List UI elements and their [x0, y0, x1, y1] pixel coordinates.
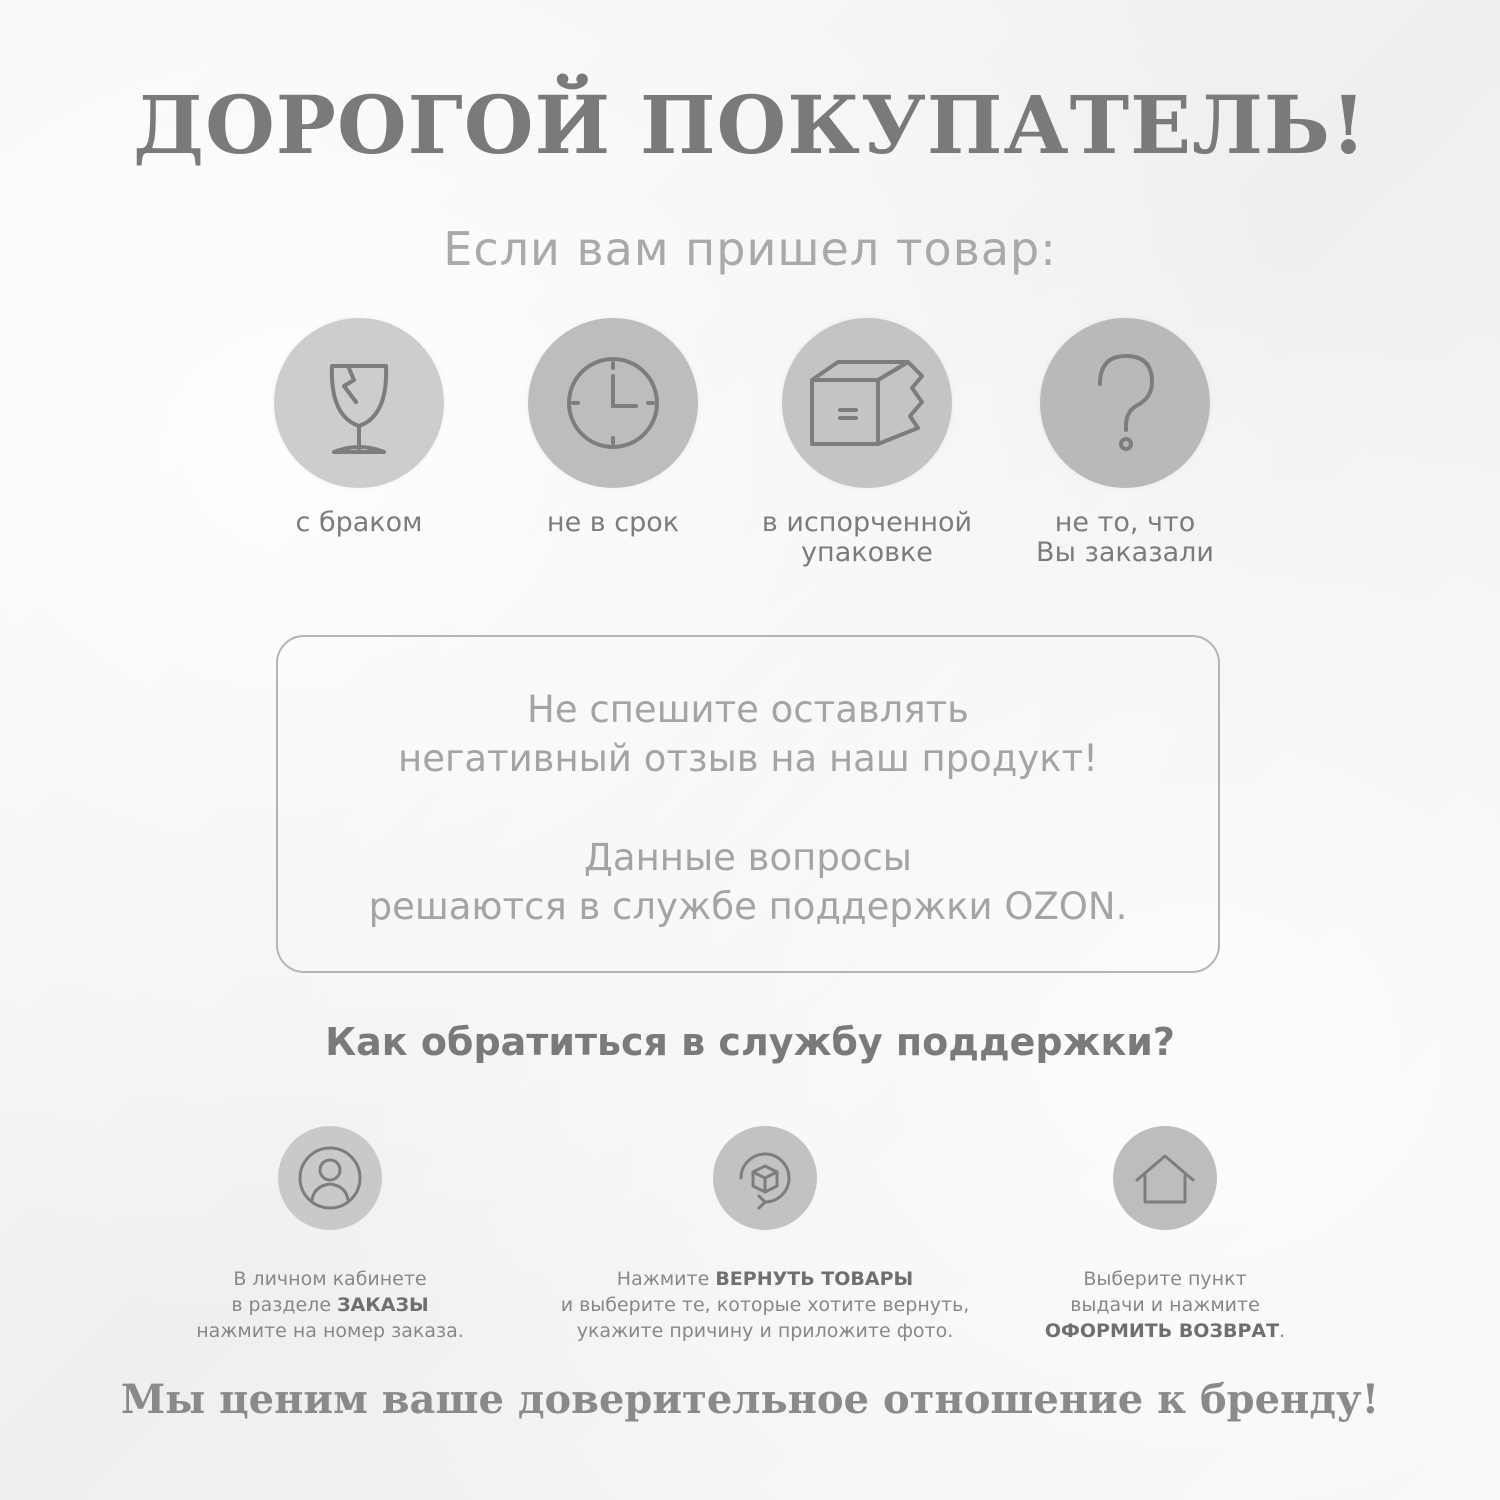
notice-box: [276, 635, 1220, 973]
issue-wrong-item: [985, 318, 1265, 568]
step-highlight: ЗАКАЗЫ: [337, 1294, 429, 1316]
step-text-line: и выберите те, которые хотите вернуть,: [560, 1294, 970, 1316]
footer-message: Мы ценим ваше доверительное отношение к бренду!: [120, 1376, 1380, 1423]
support-step-3: [1010, 1126, 1320, 1344]
issue-label: в испорченной: [761, 507, 973, 538]
issue-defect: [219, 318, 499, 538]
issue-label: не в срок: [546, 507, 680, 538]
step-text-line: Нажмите ВЕРНУТЬ ТОВАРЫ: [616, 1268, 914, 1290]
notice-line: решаются в службе поддержки OZON.: [368, 885, 1128, 928]
support-step-2: [530, 1126, 1000, 1344]
issue-label-line2: упаковке: [801, 537, 933, 568]
damaged-box-icon: [782, 318, 952, 488]
support-question: Как обратиться в службу поддержки?: [325, 1020, 1175, 1064]
support-step-1: [175, 1126, 485, 1344]
step-text-line: В личном кабинете: [233, 1268, 427, 1290]
notice-line: негативный отзыв на наш продукт!: [398, 737, 1098, 780]
broken-glass-icon: [274, 318, 444, 488]
issue-damaged-package: [727, 318, 1007, 568]
clock-icon: [528, 318, 698, 488]
step-text-line: укажите причину и приложите фото.: [576, 1320, 954, 1342]
issue-label-line2: Вы заказали: [1036, 537, 1214, 568]
step-text-line: нажмите на номер заказа.: [196, 1320, 464, 1342]
return-box-icon: [713, 1126, 817, 1230]
issue-label: с браком: [295, 507, 423, 538]
step-text-line: выдачи и нажмите: [1070, 1294, 1260, 1316]
issue-late: [473, 318, 753, 538]
step-highlight: ВЕРНУТЬ ТОВАРЫ: [715, 1268, 914, 1290]
step-text-line: Выберите пункт: [1083, 1268, 1247, 1290]
user-profile-icon: [278, 1126, 382, 1230]
page-title: ДОРОГОЙ ПОКУПАТЕЛЬ!: [132, 78, 1368, 172]
notice-line: Не спешите оставлять: [527, 688, 969, 731]
issue-label: не то, что: [1054, 507, 1196, 538]
step-text-line: в разделе ЗАКАЗЫ: [231, 1294, 429, 1316]
house-icon: [1113, 1126, 1217, 1230]
question-mark-icon: [1040, 318, 1210, 488]
step-text-line: ОФОРМИТЬ ВОЗВРАТ.: [1044, 1320, 1286, 1342]
step-highlight: ОФОРМИТЬ ВОЗВРАТ: [1044, 1320, 1280, 1342]
page-subtitle: Если вам пришел товар:: [443, 222, 1057, 276]
notice-line: Данные вопросы: [583, 836, 912, 879]
